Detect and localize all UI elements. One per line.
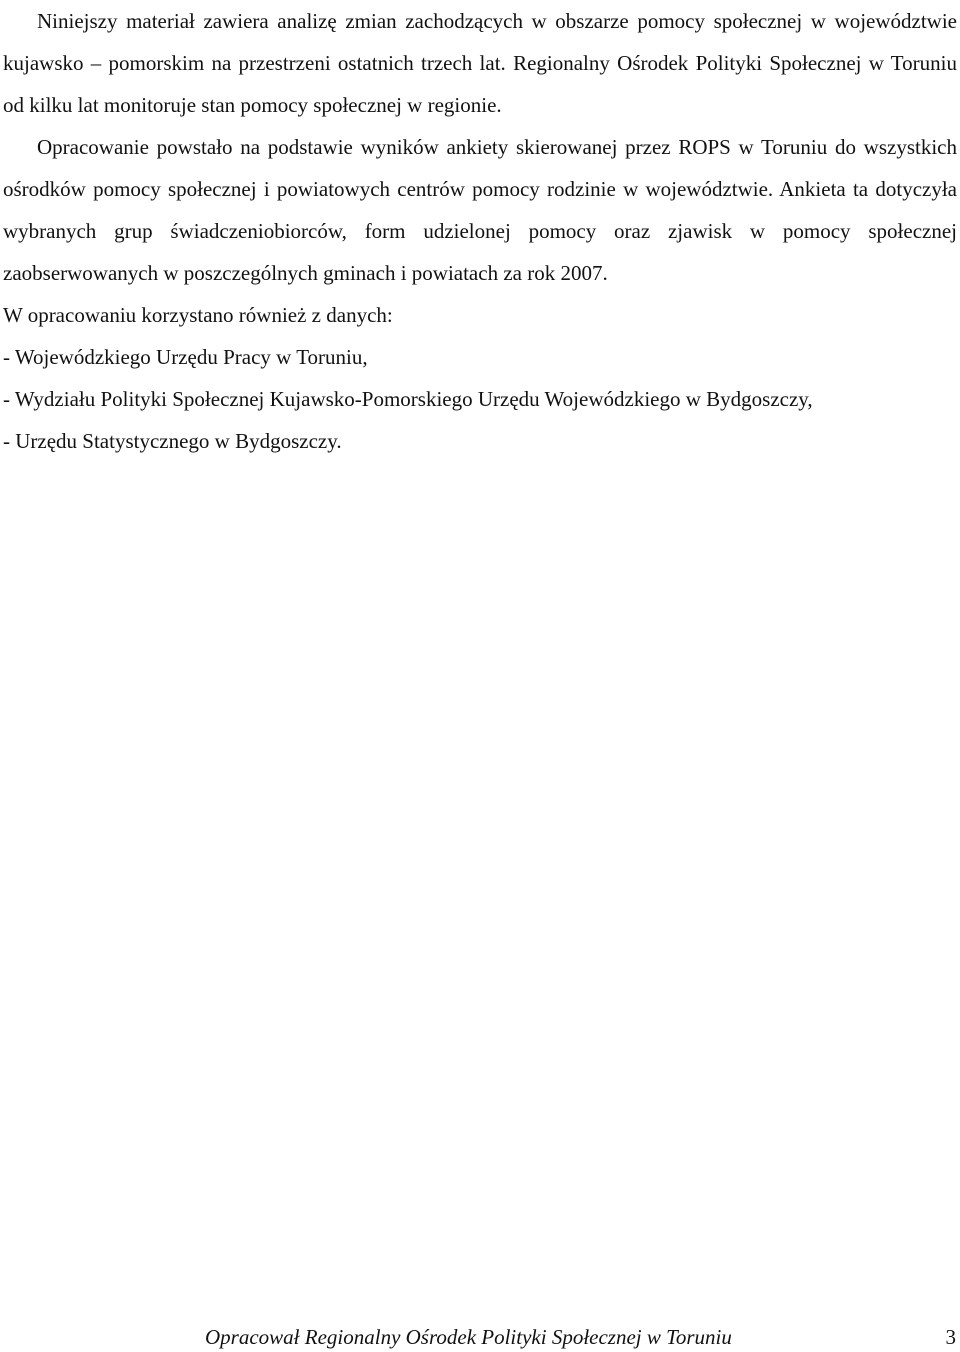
paragraph-sources-intro: W opracowaniu korzystano również z danych: xyxy=(3,303,393,327)
page-footer xyxy=(0,1322,960,1352)
footer-text: Opracował Regionalny Ośrodek Polityki Społecznej w Toruniu xyxy=(205,1325,732,1349)
page-number: 3 xyxy=(945,1325,956,1349)
source-item-wup: - Wojewódzkiego Urzędu Pracy w Toruniu, xyxy=(3,345,368,369)
document-body xyxy=(3,0,957,462)
source-item-us: - Urzędu Statystycznego w Bydgoszczy. xyxy=(3,429,342,453)
paragraph-methodology: Opracowanie powstało na podstawie wyników ankiety skierowanej przez ROPS w Toruniu do wszystkich ośrodków pomocy społecznej i powiatowych centrów pomocy rodzinie w województwie. Ankieta ta dotyczyła wybranych grup świadczeniobiorców, form udzielonej pomocy oraz zjawisk w pomocy społecznej zaobserwowanych w poszczególnych gminach i powiatach za rok 2007. xyxy=(3,135,957,285)
paragraph-intro: Niniejszy materiał zawiera analizę zmian zachodzących w obszarze pomocy społecznej w województwie kujawsko – pomorskim na przestrzeni ostatnich trzech lat. Regionalny Ośrodek Polityki Społecznej w Toruniu od kilku lat monitoruje stan pomocy społecznej w regionie. xyxy=(3,9,957,117)
source-item-wps: - Wydziału Polityki Społecznej Kujawsko-Pomorskiego Urzędu Wojewódzkiego w Bydgoszczy, xyxy=(3,387,813,411)
